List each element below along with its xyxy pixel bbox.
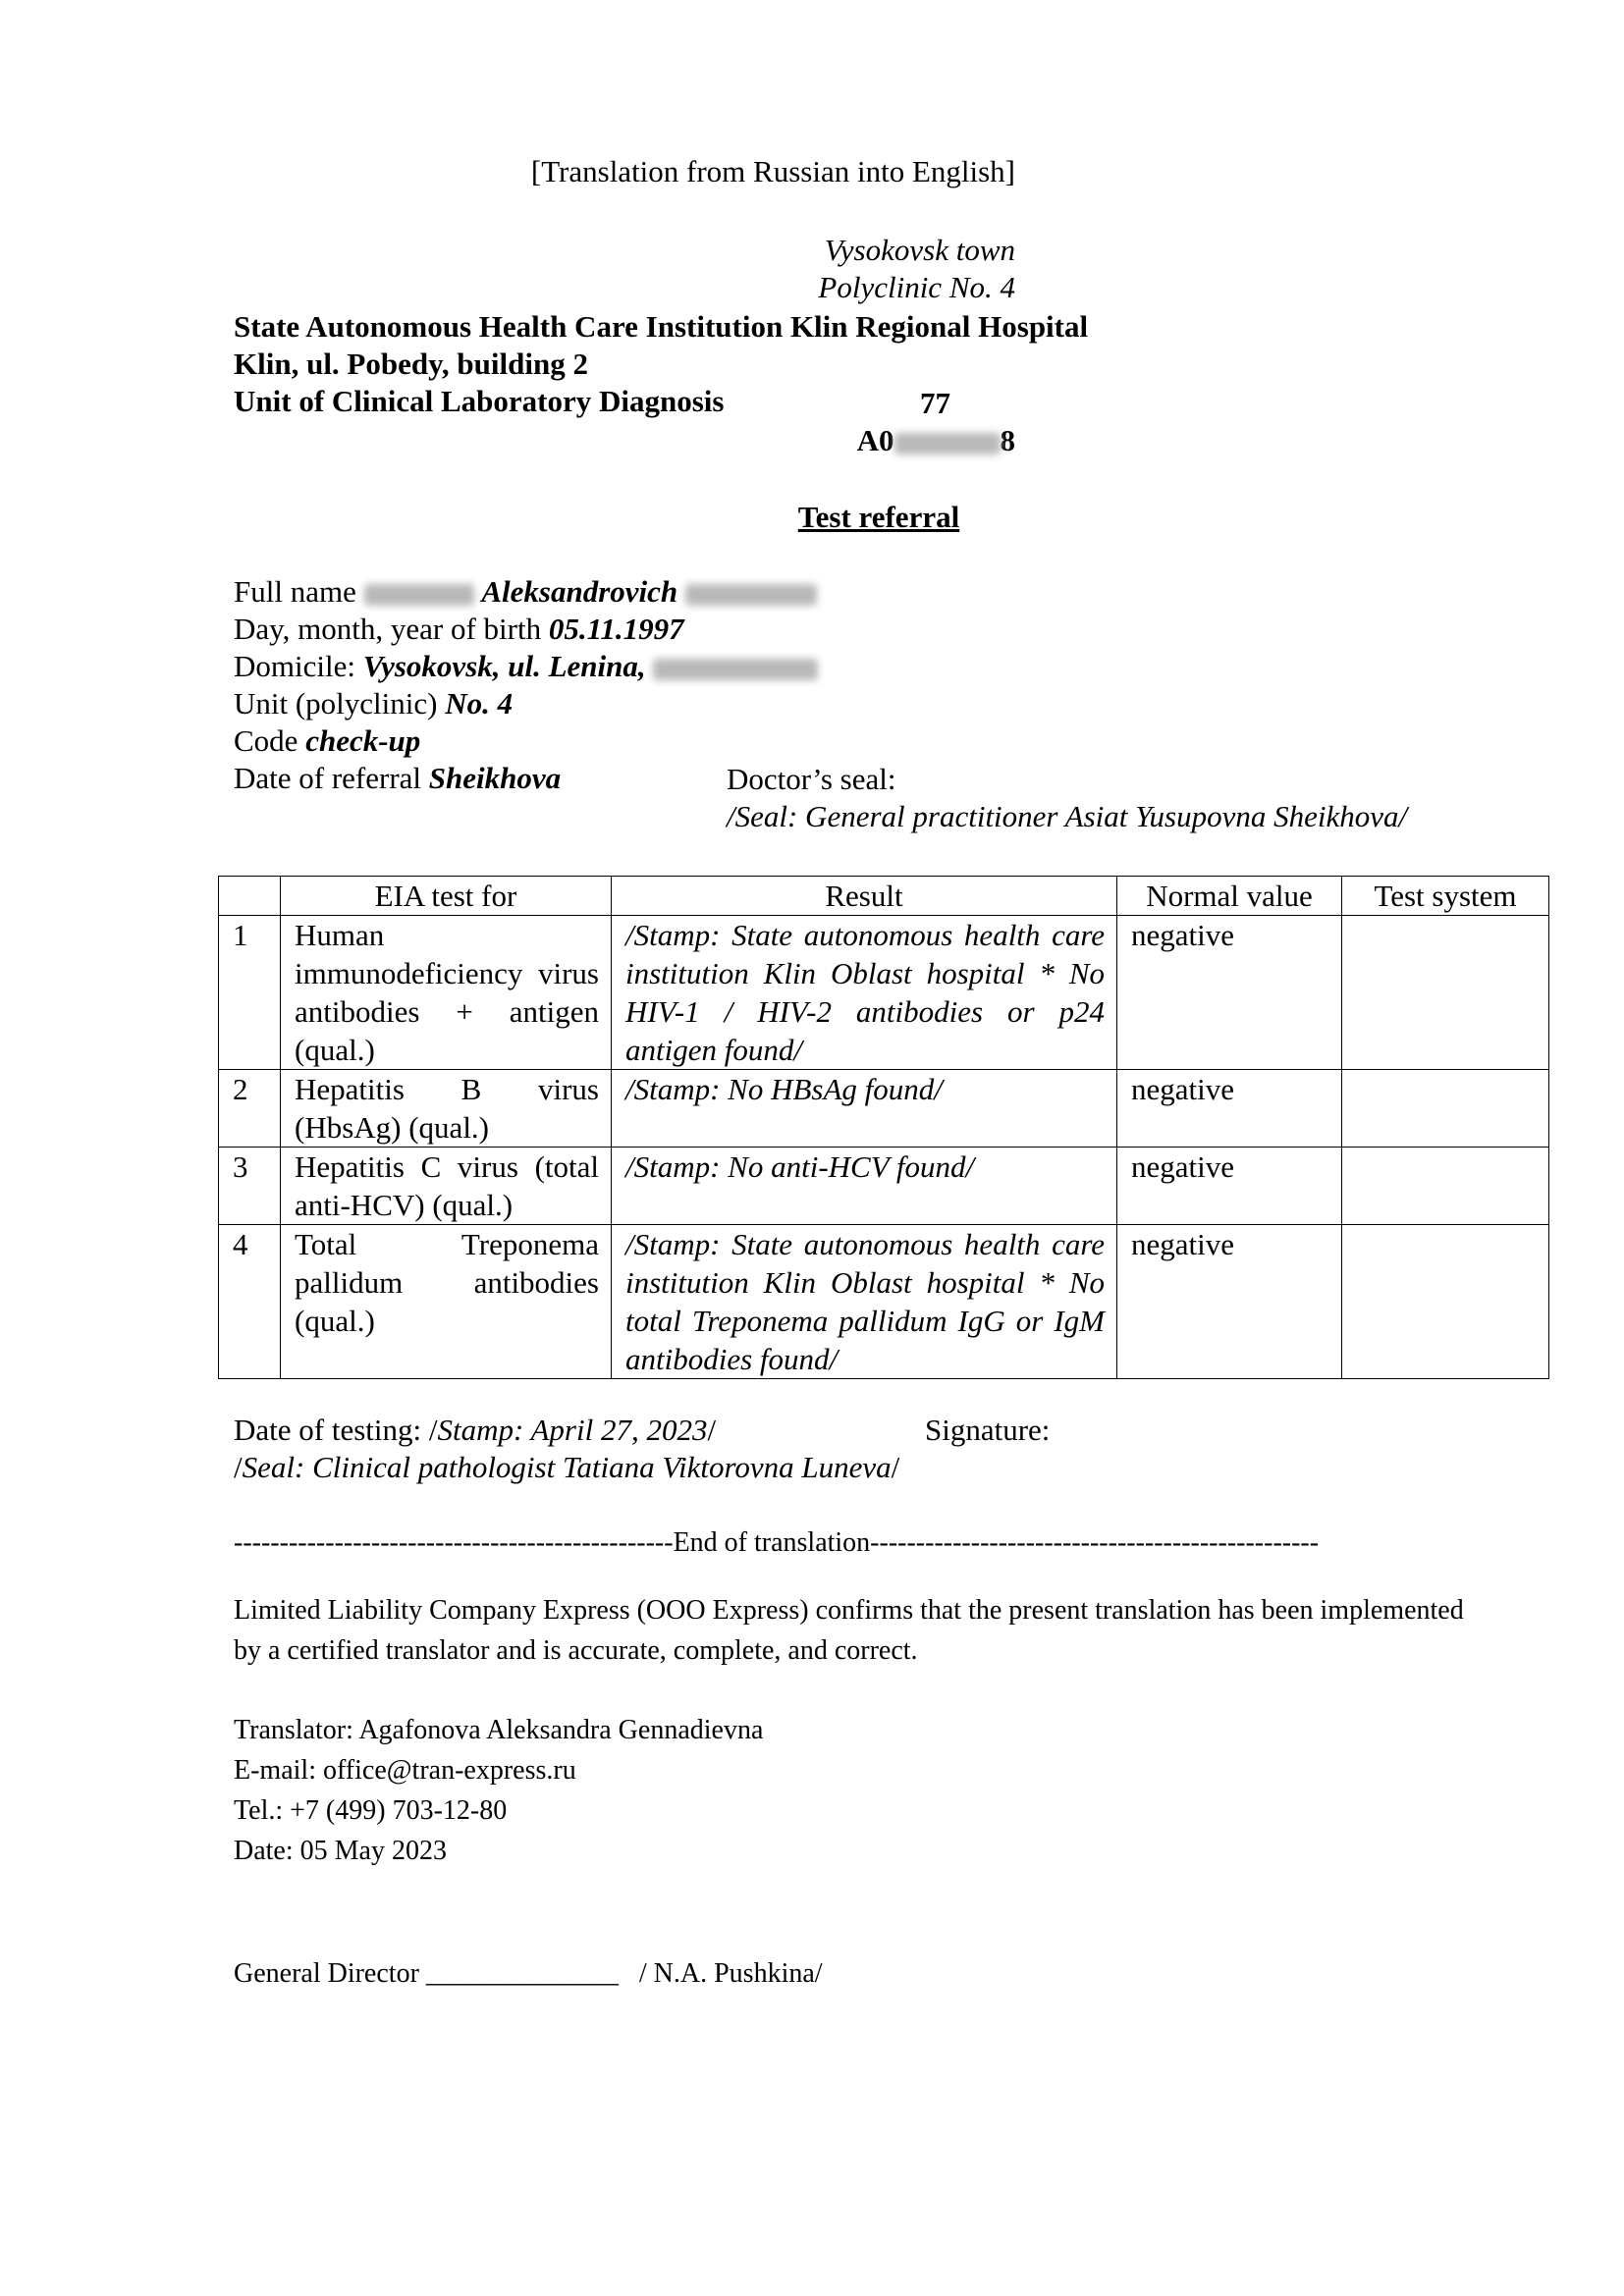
header-test: EIA test for xyxy=(281,877,612,916)
translator-block xyxy=(234,1710,1216,1871)
director-signature-line: General Director ______________ / N.A. Pushkina/ xyxy=(234,1958,823,1989)
dob-value: 05.11.1997 xyxy=(548,612,684,646)
testing-seal-open: / xyxy=(234,1450,243,1484)
redacted-code xyxy=(894,433,1001,454)
row-number: 4 xyxy=(219,1225,281,1379)
institution-unit: Unit of Clinical Laboratory Diagnosis xyxy=(234,384,725,418)
testing-date-line xyxy=(234,1412,1510,1449)
referral-date-value: Sheikhova xyxy=(428,761,562,795)
testing-seal-close: / xyxy=(891,1450,900,1484)
code-bottom-suffix: 8 xyxy=(1000,423,1015,457)
full-name-label: Full name xyxy=(234,574,356,609)
institution-name: State Autonomous Health Care Institution Klin Regional Hospital xyxy=(234,309,1089,344)
header-system: Test system xyxy=(1342,877,1549,916)
testing-date-close: / xyxy=(707,1413,717,1447)
testing-seal-text: Seal: Clinical pathologist Tatiana Viktorovna Luneva xyxy=(242,1450,892,1484)
code-bottom xyxy=(721,422,1015,459)
unit-label: Unit (polyclinic) xyxy=(234,686,438,721)
row-system xyxy=(1342,916,1549,1070)
row-number: 3 xyxy=(219,1148,281,1225)
header-normal: Normal value xyxy=(1117,877,1342,916)
table-row xyxy=(219,1225,1549,1379)
domicile-label: Domicile: xyxy=(234,649,355,683)
full-name-line xyxy=(234,573,1510,611)
row-system xyxy=(1342,1070,1549,1148)
town-block xyxy=(426,232,1015,306)
domicile-line xyxy=(234,648,1510,685)
row-normal: negative xyxy=(1117,916,1342,1070)
certification-text: Limited Liability Company Express (OOO Express) confirms that the present translation has been implemented by a certified translator and is accurate, complete, and correct. xyxy=(234,1595,1464,1666)
testing-seal-line xyxy=(234,1449,1510,1486)
town: Vysokovsk town xyxy=(824,233,1015,267)
translator-email: E-mail: office@tran-express.ru xyxy=(234,1755,576,1786)
table-row xyxy=(219,916,1549,1070)
row-result: /Stamp: State autonomous health care institution Klin Oblast hospital * No total Treponema pallidum IgG or IgM antibodies found/ xyxy=(612,1225,1117,1379)
dob-line xyxy=(234,611,1510,648)
institution-address: Klin, ul. Pobedy, building 2 xyxy=(234,347,588,381)
row-test: Hepatitis B virus (HbsAg) (qual.) xyxy=(281,1070,612,1148)
page-title: Test referral xyxy=(797,500,960,534)
code-bottom-prefix: A0 xyxy=(856,423,894,457)
header-no xyxy=(219,877,281,916)
redacted-address xyxy=(653,659,818,680)
code-value: check-up xyxy=(305,723,421,758)
doctor-seal xyxy=(727,761,1610,835)
row-number: 2 xyxy=(219,1070,281,1148)
table-row xyxy=(219,1148,1549,1225)
translator-tel: Tel.: +7 (499) 703-12-80 xyxy=(234,1795,508,1826)
redacted-last-name xyxy=(685,584,817,606)
row-normal: negative xyxy=(1117,1070,1342,1148)
code-top: 77 xyxy=(920,386,950,420)
dob-label: Day, month, year of birth xyxy=(234,612,542,646)
row-number: 1 xyxy=(219,916,281,1070)
translation-note: [Translation from Russian into English] xyxy=(530,154,1015,188)
unit-line xyxy=(234,685,1510,722)
row-normal: negative xyxy=(1117,1225,1342,1379)
doctor-seal-text: /Seal: General practitioner Asiat Yusupovna Sheikhova/ xyxy=(727,799,1408,833)
full-name-value: Aleksandrovich xyxy=(481,574,678,609)
domicile-value: Vysokovsk, ul. Lenina, xyxy=(362,649,646,683)
end-of-translation: ------------------------------------------------End of translation------------------------------------------------- xyxy=(234,1527,1320,1558)
code-line xyxy=(234,722,1510,760)
testing-date-label: Date of testing: / xyxy=(234,1413,438,1447)
translator-name: Translator: Agafonova Aleksandra Gennadievna xyxy=(234,1715,764,1745)
row-system xyxy=(1342,1225,1549,1379)
signature-label: Signature: xyxy=(925,1413,1051,1447)
redacted-first-name xyxy=(364,584,474,606)
document-code-block xyxy=(721,385,1015,459)
unit-value: No. 4 xyxy=(445,686,514,721)
row-result: /Stamp: No HBsAg found/ xyxy=(612,1070,1117,1148)
testing-date-value: Stamp: April 27, 2023 xyxy=(437,1413,708,1447)
row-test: Hepatitis C virus (total anti-HCV) (qual.) xyxy=(281,1148,612,1225)
polyclinic: Polyclinic No. 4 xyxy=(818,270,1015,304)
header-result: Result xyxy=(612,877,1117,916)
row-test: Human immunodeficiency virus antibodies + antigen (qual.) xyxy=(281,916,612,1070)
row-normal: negative xyxy=(1117,1148,1342,1225)
row-result: /Stamp: No anti-HCV found/ xyxy=(612,1148,1117,1225)
row-system xyxy=(1342,1148,1549,1225)
referral-date-label: Date of referral xyxy=(234,761,422,795)
translator-date: Date: 05 May 2023 xyxy=(234,1836,447,1866)
doctor-seal-label: Doctor’s seal: xyxy=(727,762,896,796)
table-header-row xyxy=(219,877,1549,916)
row-result: /Stamp: State autonomous health care institution Klin Oblast hospital * No HIV-1 / HIV-2 antibodies or p24 antigen found/ xyxy=(612,916,1117,1070)
row-test: Total Treponema pallidum antibodies (qual.) xyxy=(281,1225,612,1379)
code-label: Code xyxy=(234,723,298,758)
testing-block xyxy=(234,1412,1510,1486)
table-row xyxy=(219,1070,1549,1148)
results-table xyxy=(218,876,1549,1379)
